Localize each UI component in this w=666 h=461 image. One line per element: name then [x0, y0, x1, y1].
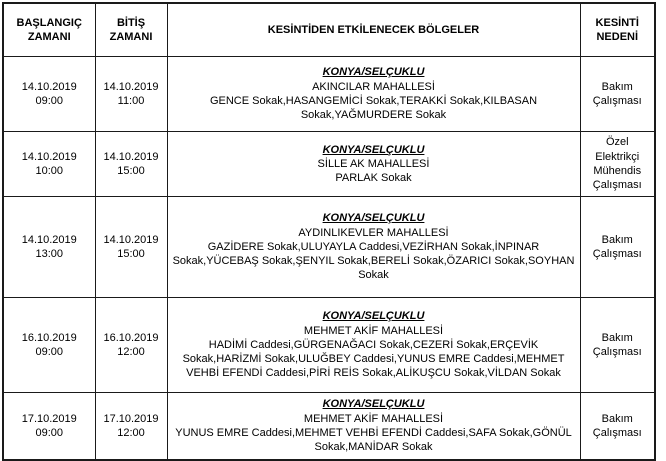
start-date: 16.10.2019	[21, 331, 77, 344]
city-label: KONYA/SELÇUKLU	[322, 310, 425, 323]
table-row	[3, 57, 655, 132]
start-date: 14.10.2019	[21, 80, 77, 93]
col-header-outage-reason: KESİNTİ NEDENİ	[580, 3, 655, 57]
end-time-cell	[95, 197, 167, 298]
city-label: KONYA/SELÇUKLU	[322, 66, 425, 79]
end-time-cell	[95, 132, 167, 197]
district-label: AYDINLIKEVLER MAHALLESİ	[298, 226, 449, 239]
start-time: 09:00	[35, 95, 64, 107]
regions-cell	[167, 298, 580, 393]
col-header-affected-regions: KESİNTİDEN ETKİLENECEK BÖLGELER	[167, 3, 580, 57]
reason-cell: Bakım Çalışması	[580, 298, 655, 393]
table-row	[3, 132, 655, 197]
reason-cell: Bakım Çalışması	[580, 393, 655, 461]
end-time: 15:00	[117, 165, 145, 177]
end-time-cell	[95, 57, 167, 132]
district-label: AKINCILAR MAHALLESİ	[312, 80, 435, 93]
district-label: SİLLE AK MAHALLESİ	[317, 157, 430, 170]
city-label: KONYA/SELÇUKLU	[322, 143, 425, 156]
regions-cell	[167, 197, 580, 298]
end-time-cell	[95, 298, 167, 393]
city-label: KONYA/SELÇUKLU	[322, 212, 425, 225]
end-date: 17.10.2019	[103, 412, 159, 425]
col-header-start-time: BAŞLANGIÇ ZAMANI	[3, 3, 95, 57]
table-row	[3, 197, 655, 298]
district-label: MEHMET AKİF MAHALLESİ	[303, 412, 444, 425]
end-time-cell	[95, 393, 167, 461]
start-date: 17.10.2019	[21, 412, 77, 425]
start-time: 09:00	[35, 427, 64, 439]
end-time: 12:00	[117, 346, 145, 358]
district-label: MEHMET AKİF MAHALLESİ	[303, 324, 444, 337]
end-time: 15:00	[117, 248, 145, 260]
streets-text: HADİMİ Caddesi,GÜRGENAĞACI Sokak,CEZERİ Sokak,ERÇEVİK Sokak,HARİZMİ Sokak,ULUĞBEY Caddesi,YUNUS EMRE Caddesi,MEHMET VEHBİ EFENDİ Caddesi,PİRİ REİS Sokak,ALİKUŞCU Sokak,VİLDAN Sokak	[182, 338, 565, 380]
streets-text: YUNUS EMRE Caddesi,MEHMET VEHBİ EFENDİ Caddesi,SAFA Sokak,GÖNÜL Sokak,MANİDAR Sokak	[175, 427, 572, 454]
reason-cell: Bakım Çalışması	[580, 57, 655, 132]
streets-text: GENCE Sokak,HASANGEMİCİ Sokak,TERAKKİ Sokak,KILBASAN Sokak,YAĞMURDERE Sokak	[209, 95, 538, 122]
header-row	[3, 3, 655, 57]
start-time: 09:00	[35, 346, 64, 358]
col-header-end-time: BİTİŞ ZAMANI	[95, 3, 167, 57]
end-time: 11:00	[117, 95, 145, 107]
streets-text: GAZİDERE Sokak,ULUYAYLA Caddesi,VEZİRHAN Sokak,İNPINAR Sokak,YÜCEBAŞ Sokak,ŞENYIL Sokak,BERELİ Sokak,ÖZARICI Sokak,SOYHAN Sokak	[172, 240, 575, 282]
start-time: 13:00	[35, 248, 64, 260]
table-row	[3, 298, 655, 393]
end-time: 12:00	[117, 427, 145, 439]
streets-text: PARLAK Sokak	[335, 172, 412, 185]
end-date: 14.10.2019	[103, 233, 159, 246]
table-header	[3, 3, 655, 57]
regions-cell	[167, 57, 580, 132]
start-time-cell	[3, 393, 95, 461]
start-time-cell	[3, 57, 95, 132]
regions-cell	[167, 393, 580, 461]
start-date: 14.10.2019	[21, 233, 77, 246]
end-date: 14.10.2019	[103, 150, 159, 163]
start-time-cell	[3, 132, 95, 197]
start-time: 10:00	[35, 165, 64, 177]
end-date: 16.10.2019	[103, 331, 159, 344]
end-date: 14.10.2019	[103, 80, 159, 93]
outage-schedule-table	[2, 2, 656, 461]
start-time-cell	[3, 197, 95, 298]
reason-cell: Bakım Çalışması	[580, 197, 655, 298]
reason-cell: Özel Elektrikçi Mühendis Çalışması	[580, 132, 655, 197]
table-row	[3, 393, 655, 461]
regions-cell	[167, 132, 580, 197]
city-label: KONYA/SELÇUKLU	[322, 398, 425, 411]
start-date: 14.10.2019	[21, 150, 77, 163]
start-time-cell	[3, 298, 95, 393]
